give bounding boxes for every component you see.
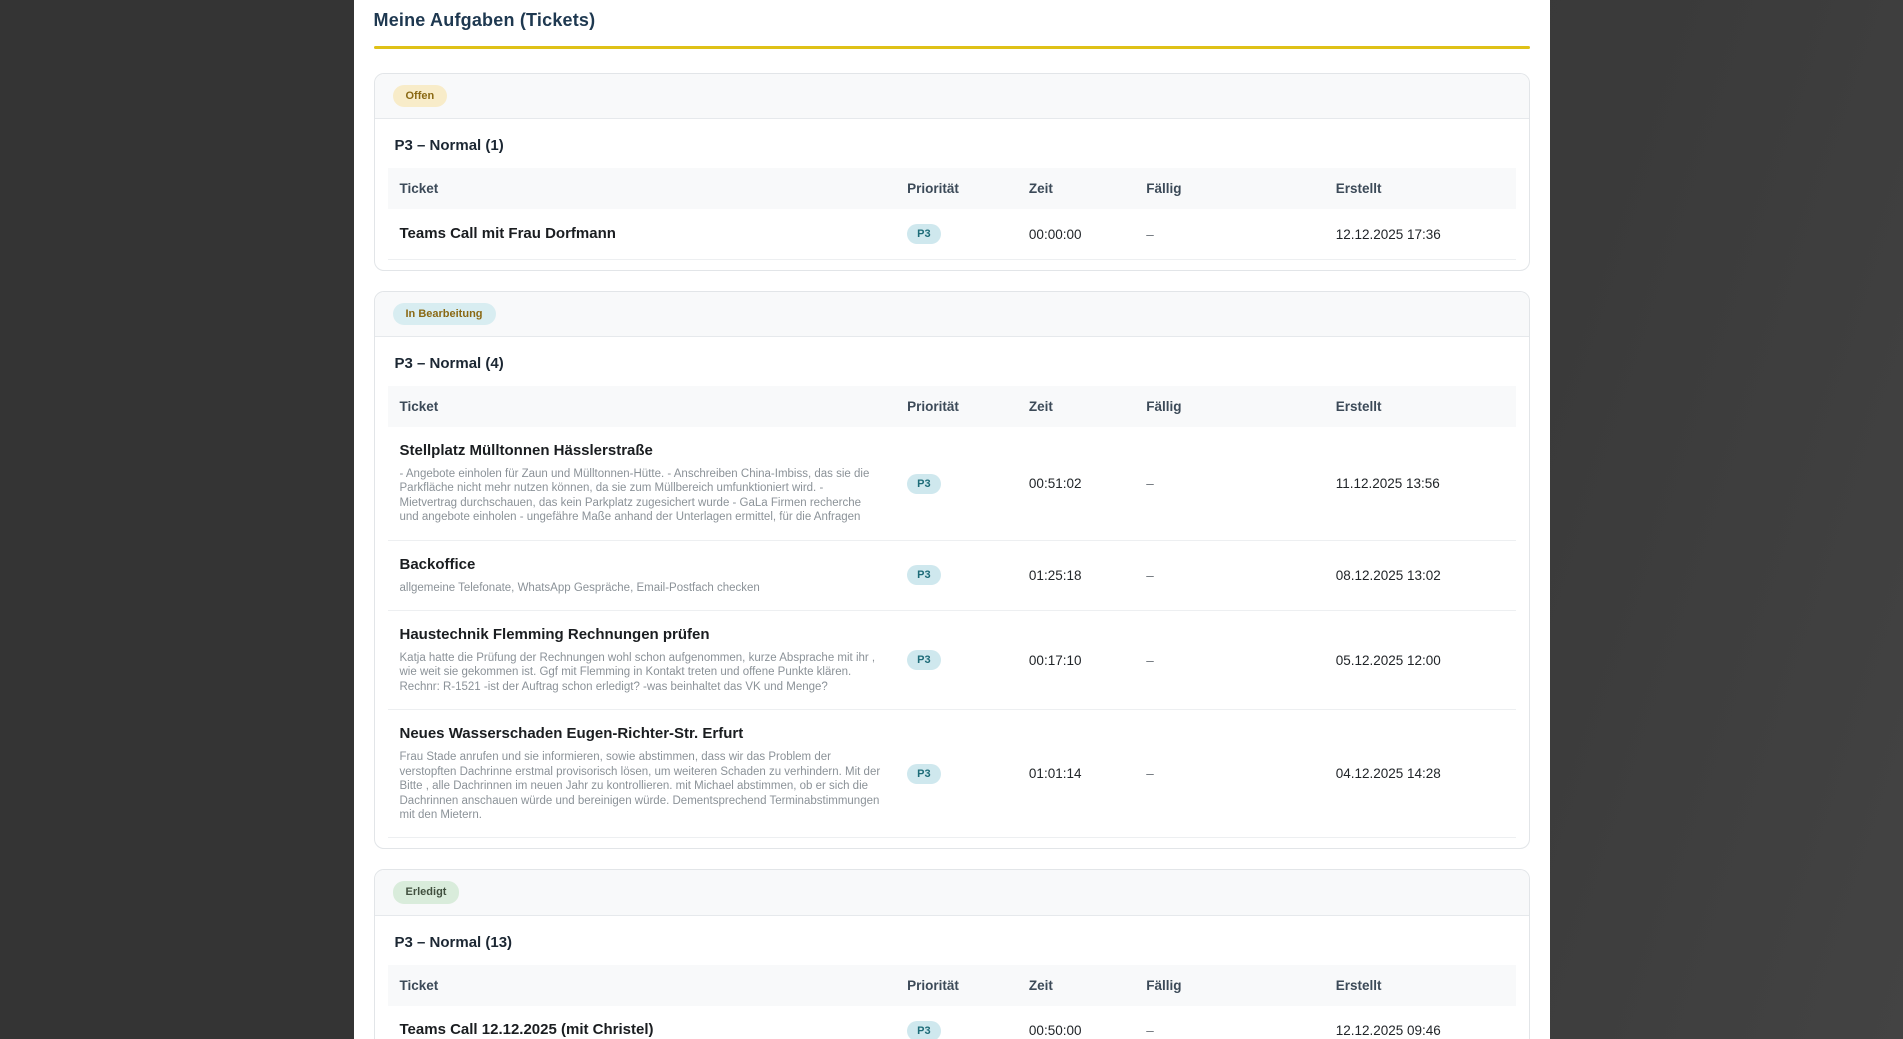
- status-badge-erledigt: Erledigt: [393, 881, 460, 903]
- time-value: 00:50:00: [1017, 1006, 1134, 1039]
- card-body: [375, 337, 1529, 848]
- ticket-row[interactable]: [388, 427, 1516, 540]
- title-accent-rule: [374, 46, 1530, 49]
- ticket-title: Haustechnik Flemming Rechnungen prüfen: [399, 626, 710, 644]
- ticket-title: Stellplatz Mülltonnen Hässlerstraße: [399, 442, 653, 460]
- column-header-erstellt: Erstellt: [1324, 168, 1516, 209]
- column-header-zeit: Zeit: [1017, 168, 1134, 209]
- tickets-table: [388, 168, 1516, 260]
- time-value: 01:01:14: [1017, 710, 1134, 838]
- due-value: –: [1134, 710, 1324, 838]
- column-header-zeit: Zeit: [1017, 965, 1134, 1006]
- due-value: –: [1134, 611, 1324, 710]
- group-title: P3 – Normal (13): [394, 933, 513, 951]
- created-value: 12.12.2025 17:36: [1324, 209, 1516, 260]
- card-header: [375, 870, 1529, 915]
- priority-badge: P3: [907, 650, 940, 670]
- column-header-prioritaet: Priorität: [895, 386, 1017, 427]
- column-header-erstellt: Erstellt: [1324, 965, 1516, 1006]
- group-title: P3 – Normal (1): [394, 137, 504, 155]
- ticket-title: Teams Call mit Frau Dorfmann: [399, 224, 616, 242]
- time-value: 00:17:10: [1017, 611, 1134, 710]
- card-body: [375, 916, 1529, 1039]
- priority-badge: P3: [907, 224, 940, 244]
- due-value: –: [1134, 1006, 1324, 1039]
- due-value: –: [1134, 427, 1324, 540]
- ticket-row[interactable]: [388, 611, 1516, 710]
- column-header-ticket: Ticket: [388, 965, 896, 1006]
- priority-badge: P3: [907, 474, 940, 494]
- created-value: 12.12.2025 09:46: [1324, 1006, 1516, 1039]
- ticket-row[interactable]: [388, 540, 1516, 610]
- column-header-faellig: Fällig: [1134, 965, 1324, 1006]
- card-header: [375, 292, 1529, 337]
- ticket-title: Teams Call 12.12.2025 (mit Christel): [399, 1021, 654, 1039]
- column-header-erstellt: Erstellt: [1324, 386, 1516, 427]
- column-header-prioritaet: Priorität: [895, 168, 1017, 209]
- content-area: [354, 0, 1550, 1039]
- status-card-in-bearbeitung: [374, 291, 1530, 849]
- card-body: [375, 119, 1529, 270]
- ticket-description: Frau Stade anrufen und sie informieren, sowie abstimmen, dass wir das Problem der verstopften Dachrinne erstmal provisorisch lösen, um weiteren Schaden zu verhindern. Mit der Bitte , alle Dachrinnen im neuen Jahr zu kontrollieren. mit Michael abstimmen, ob er sich die Dachrinnen anschauen würde und bereinigen würde. Dementsprechend Terminabstimmungen mit den Mietern.: [399, 751, 881, 821]
- status-badge-offen: Offen: [393, 85, 448, 107]
- ticket-description: Katja hatte die Prüfung der Rechnungen wohl schon aufgenommen, kurze Absprache mit ihr , wie weit sie gekommen ist. Ggf mit Flemming in Kontakt treten und offene Punkte klären. Rechnr: R-1521 -ist der Auftrag schon erledigt? -was beinhaltet das VK und Menge?: [399, 651, 876, 693]
- due-value: –: [1134, 209, 1324, 260]
- column-header-faellig: Fällig: [1134, 168, 1324, 209]
- created-value: 08.12.2025 13:02: [1324, 540, 1516, 610]
- column-header-zeit: Zeit: [1017, 386, 1134, 427]
- ticket-row[interactable]: [388, 710, 1516, 838]
- card-header: [375, 74, 1529, 119]
- ticket-title: Backoffice: [399, 555, 476, 573]
- time-value: 00:00:00: [1017, 209, 1134, 260]
- created-value: 05.12.2025 12:00: [1324, 611, 1516, 710]
- page-title: Meine Aufgaben (Tickets): [373, 10, 596, 30]
- time-value: 00:51:02: [1017, 427, 1134, 540]
- ticket-row[interactable]: [388, 209, 1516, 260]
- group-title: P3 – Normal (4): [394, 355, 504, 373]
- ticket-description: - Angebote einholen für Zaun und Mülltonnen-Hütte. - Anschreiben China-Imbiss, das sie die Parkfläche nicht mehr nutzen können, da sie zum Müllbereich umfunktioniert wird. - Mietvertrag durchschauen, das kein Parkplatz zugesichert wurde - GaLa Firmen recherche und angebote einholen - ungefähre Maße anhand der Unterlagen ermittel, für die Anfragen: [399, 467, 870, 524]
- ticket-title: Neues Wasserschaden Eugen-Richter-Str. Erfurt: [399, 725, 744, 743]
- priority-badge: P3: [907, 1021, 940, 1039]
- status-card-offen: [374, 73, 1530, 271]
- column-header-ticket: Ticket: [388, 168, 896, 209]
- tickets-table: [388, 965, 1516, 1039]
- column-header-faellig: Fällig: [1134, 386, 1324, 427]
- table-header-row: [388, 168, 1516, 209]
- due-value: –: [1134, 540, 1324, 610]
- created-value: 11.12.2025 13:56: [1324, 427, 1516, 540]
- table-header-row: [388, 386, 1516, 427]
- ticket-description: allgemeine Telefonate, WhatsApp Gespräche, Email-Postfach checken: [399, 581, 760, 594]
- priority-badge: P3: [907, 565, 940, 585]
- status-badge-in-bearbeitung: In Bearbeitung: [393, 303, 496, 325]
- time-value: 01:25:18: [1017, 540, 1134, 610]
- column-header-ticket: Ticket: [388, 386, 896, 427]
- table-header-row: [388, 965, 1516, 1006]
- column-header-prioritaet: Priorität: [895, 965, 1017, 1006]
- status-card-erledigt: [374, 869, 1530, 1039]
- tickets-table: [388, 386, 1516, 838]
- created-value: 04.12.2025 14:28: [1324, 710, 1516, 838]
- priority-badge: P3: [907, 764, 940, 784]
- ticket-row[interactable]: [388, 1006, 1516, 1039]
